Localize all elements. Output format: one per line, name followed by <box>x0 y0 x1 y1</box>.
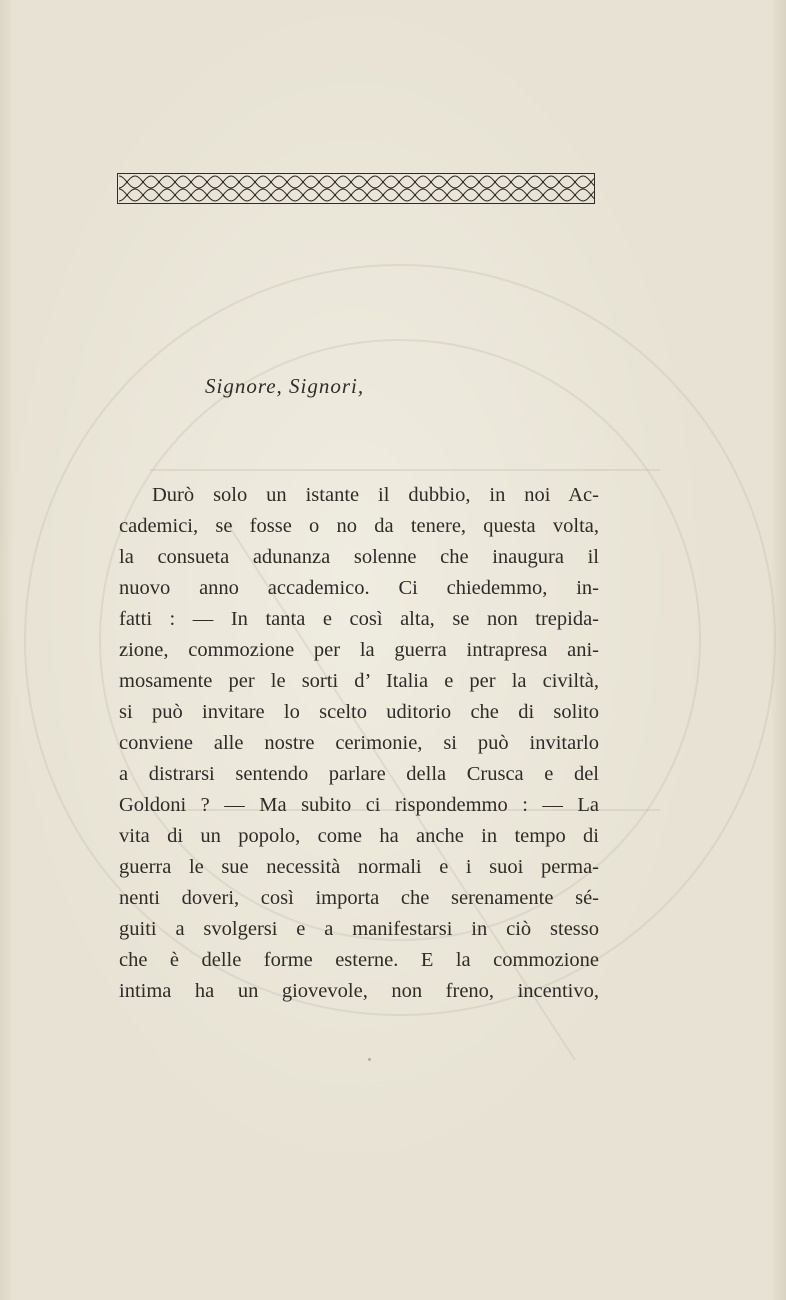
text-line: Goldoni ? — Ma subito ci rispondemmo : — La <box>119 794 599 816</box>
text-line: fatti : — In tanta e così alta, se non trepida- <box>119 608 599 630</box>
decorative-border-ornament <box>117 173 595 204</box>
text-line: intima ha un giovevole, non freno, incentivo, <box>119 980 599 1002</box>
text-line: guerra le sue necessità normali e i suoi perma- <box>119 856 599 878</box>
body-paragraph <box>119 480 599 1007</box>
ink-speck <box>368 1058 371 1061</box>
text-line: la consueta adunanza solenne che inaugura il <box>119 546 599 568</box>
text-line: mosamente per le sorti d’ Italia e per la civiltà, <box>119 670 599 692</box>
text-line: guiti a svolgersi e a manifestarsi in ciò stesso <box>119 918 599 940</box>
text-line: zione, commozione per la guerra intrapresa ani- <box>119 639 599 661</box>
text-line: vita di un popolo, come ha anche in tempo di <box>119 825 599 847</box>
text-line: Durò solo un istante il dubbio, in noi Ac- <box>152 484 599 506</box>
text-line: conviene alle nostre cerimonie, si può invitarlo <box>119 732 599 754</box>
text-line: nenti doveri, così importa che serenamente sé- <box>119 887 599 909</box>
text-line: cademici, se fosse o no da tenere, questa volta, <box>119 515 599 537</box>
salutation: Signore, Signori, <box>205 374 365 398</box>
text-line: che è delle forme esterne. E la commozione <box>119 949 599 971</box>
text-line: a distrarsi sentendo parlare della Crusca e del <box>119 763 599 785</box>
text-line: nuovo anno accademico. Ci chiedemmo, in- <box>119 577 599 599</box>
text-line: si può invitare lo scelto uditorio che di solito <box>119 701 599 723</box>
